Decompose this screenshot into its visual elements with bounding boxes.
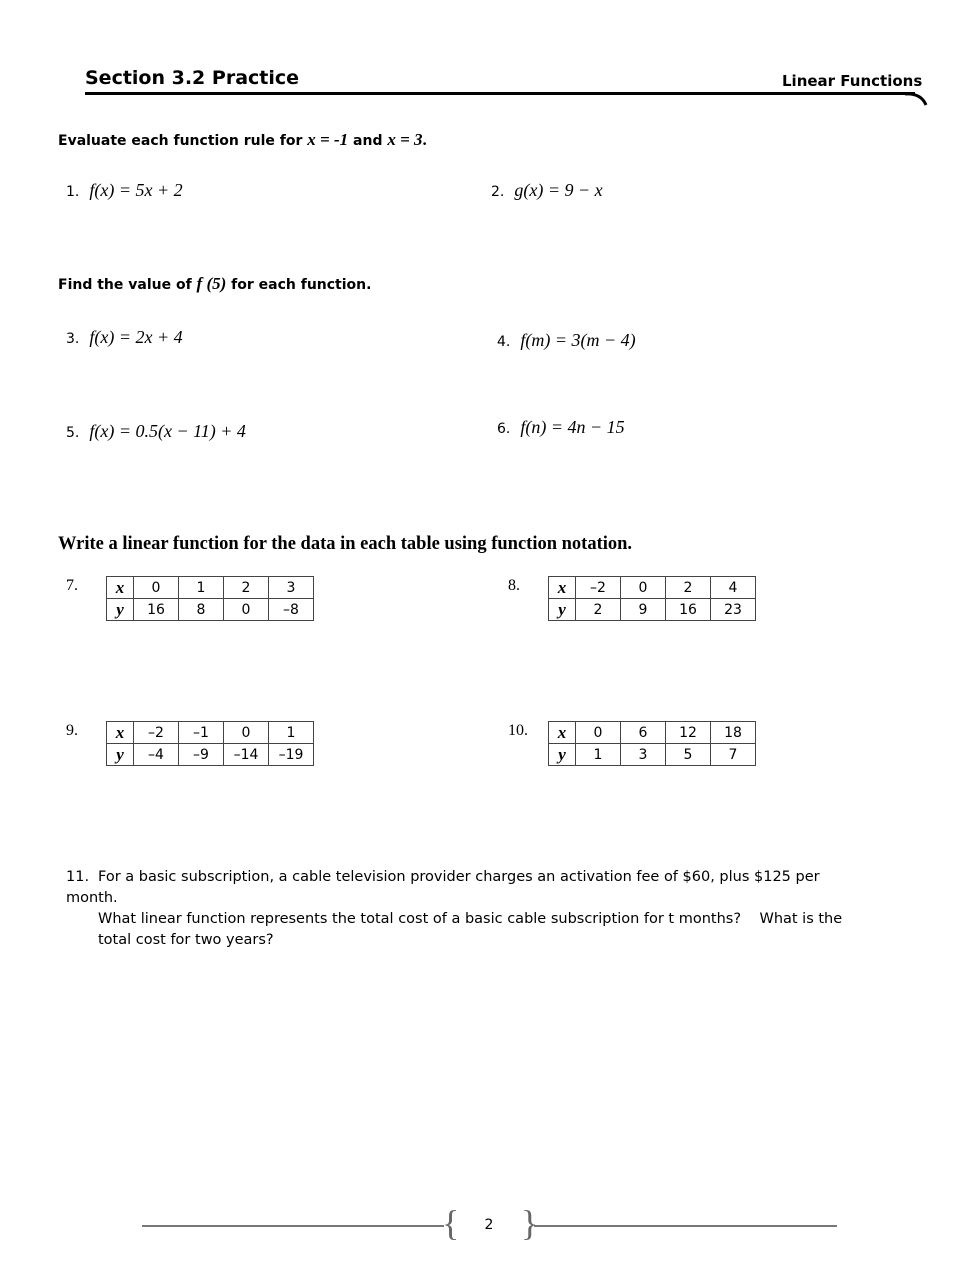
problem-2: [491, 180, 603, 201]
instruction-evaluate: [58, 130, 427, 150]
table-row-x: [549, 722, 756, 744]
table-cell: 0: [224, 599, 269, 621]
problem-5: [66, 421, 246, 442]
x-value-2: x = 3: [387, 130, 423, 149]
word-problem-line: What linear function represents the total cost of a basic cable subscription for t months? What is the: [98, 911, 843, 927]
table-cell: 2: [224, 577, 269, 599]
table-header-x: x: [107, 577, 134, 599]
header-divider-curl: [905, 92, 931, 110]
table-cell: 2: [576, 599, 621, 621]
problem-3: [66, 327, 183, 348]
problem-1: [66, 180, 183, 201]
table-row-y: [107, 744, 314, 766]
footer-rule-left: [142, 1225, 444, 1227]
table-cell: –9: [179, 744, 224, 766]
table-cell: 1: [179, 577, 224, 599]
problem-number: 5.: [66, 425, 80, 441]
page-number: 2: [484, 1217, 494, 1233]
data-table-9: [106, 721, 314, 766]
table-header-x: x: [107, 722, 134, 744]
data-table-7: [106, 576, 314, 621]
problem-6: [497, 417, 625, 438]
header-divider: [85, 92, 915, 95]
table-row-x: [107, 577, 314, 599]
problem-number: 3.: [66, 331, 80, 347]
table-cell: 3: [621, 744, 666, 766]
problem-expression: f(n) = 4n − 15: [520, 417, 625, 437]
problem-expression: f(m) = 3(m − 4): [520, 330, 636, 350]
table-cell: –1: [179, 722, 224, 744]
table-row-y: [549, 744, 756, 766]
problem-number: 4.: [497, 334, 511, 350]
table-cell: 16: [666, 599, 711, 621]
function-value: f (5): [196, 274, 227, 293]
instruction-find-value: [58, 274, 371, 294]
data-table-8: [548, 576, 756, 621]
table-row-y: [549, 599, 756, 621]
table-cell: 0: [621, 577, 666, 599]
table-cell: –14: [224, 744, 269, 766]
footer-left-brace: {: [442, 1203, 460, 1243]
instruction-text: Find the value of: [58, 277, 192, 293]
problem-4: [497, 330, 636, 351]
problem-expression: g(x) = 9 − x: [514, 180, 603, 200]
table-cell: 2: [666, 577, 711, 599]
table-cell: –2: [576, 577, 621, 599]
problem-number: 1.: [66, 184, 80, 200]
footer-right-brace: }: [521, 1203, 539, 1243]
problem-number: 6.: [497, 421, 511, 437]
word-problem-line: [66, 867, 866, 909]
table-cell: –8: [269, 599, 314, 621]
table-cell: 7: [711, 744, 756, 766]
table-number: 8.: [508, 577, 520, 594]
table-cell: 0: [224, 722, 269, 744]
table-cell: 12: [666, 722, 711, 744]
table-header-x: x: [549, 577, 576, 599]
instruction-and: and: [353, 133, 383, 149]
table-cell: –4: [134, 744, 179, 766]
table-cell: 18: [711, 722, 756, 744]
x-value-1: x = -1: [307, 130, 349, 149]
table-cell: 23: [711, 599, 756, 621]
footer-rule-right: [534, 1225, 837, 1227]
data-table-10: [548, 721, 756, 766]
problem-expression: f(x) = 5x + 2: [89, 180, 183, 200]
table-number: 10.: [508, 722, 528, 739]
table-header-x: x: [549, 722, 576, 744]
problem-expression: f(x) = 0.5(x − 11) + 4: [89, 421, 246, 441]
table-number: 9.: [66, 722, 78, 739]
table-cell: 6: [621, 722, 666, 744]
table-cell: 8: [179, 599, 224, 621]
table-cell: 0: [134, 577, 179, 599]
table-row-x: [107, 722, 314, 744]
table-cell: 16: [134, 599, 179, 621]
topic-label: Linear Functions: [782, 72, 923, 90]
table-header-y: y: [107, 599, 134, 621]
table-cell: 1: [269, 722, 314, 744]
page-title: Section 3.2 Practice: [85, 67, 300, 89]
table-header-y: y: [549, 599, 576, 621]
section-heading-tables: Write a linear function for the data in each table using function notation.: [58, 534, 633, 554]
table-cell: 0: [576, 722, 621, 744]
table-number: 7.: [66, 577, 78, 594]
word-problem-text: For a basic subscription, a cable television provider charges an activation fee of $60, plus $125 per month.: [66, 869, 820, 906]
instruction-text: for each function.: [231, 277, 372, 293]
table-cell: 3: [269, 577, 314, 599]
instruction-text: Evaluate each function rule for: [58, 133, 303, 149]
problem-number: 2.: [491, 184, 505, 200]
table-header-y: y: [107, 744, 134, 766]
problem-expression: f(x) = 2x + 4: [89, 327, 183, 347]
instruction-period: .: [422, 130, 427, 149]
word-problem-line: total cost for two years?: [98, 932, 274, 948]
table-header-y: y: [549, 744, 576, 766]
table-cell: –2: [134, 722, 179, 744]
table-cell: 1: [576, 744, 621, 766]
table-cell: 9: [621, 599, 666, 621]
table-cell: 5: [666, 744, 711, 766]
table-cell: –19: [269, 744, 314, 766]
table-row-x: [549, 577, 756, 599]
problem-number: 11.: [66, 869, 90, 885]
table-row-y: [107, 599, 314, 621]
word-problem-11: [66, 867, 866, 951]
table-cell: 4: [711, 577, 756, 599]
